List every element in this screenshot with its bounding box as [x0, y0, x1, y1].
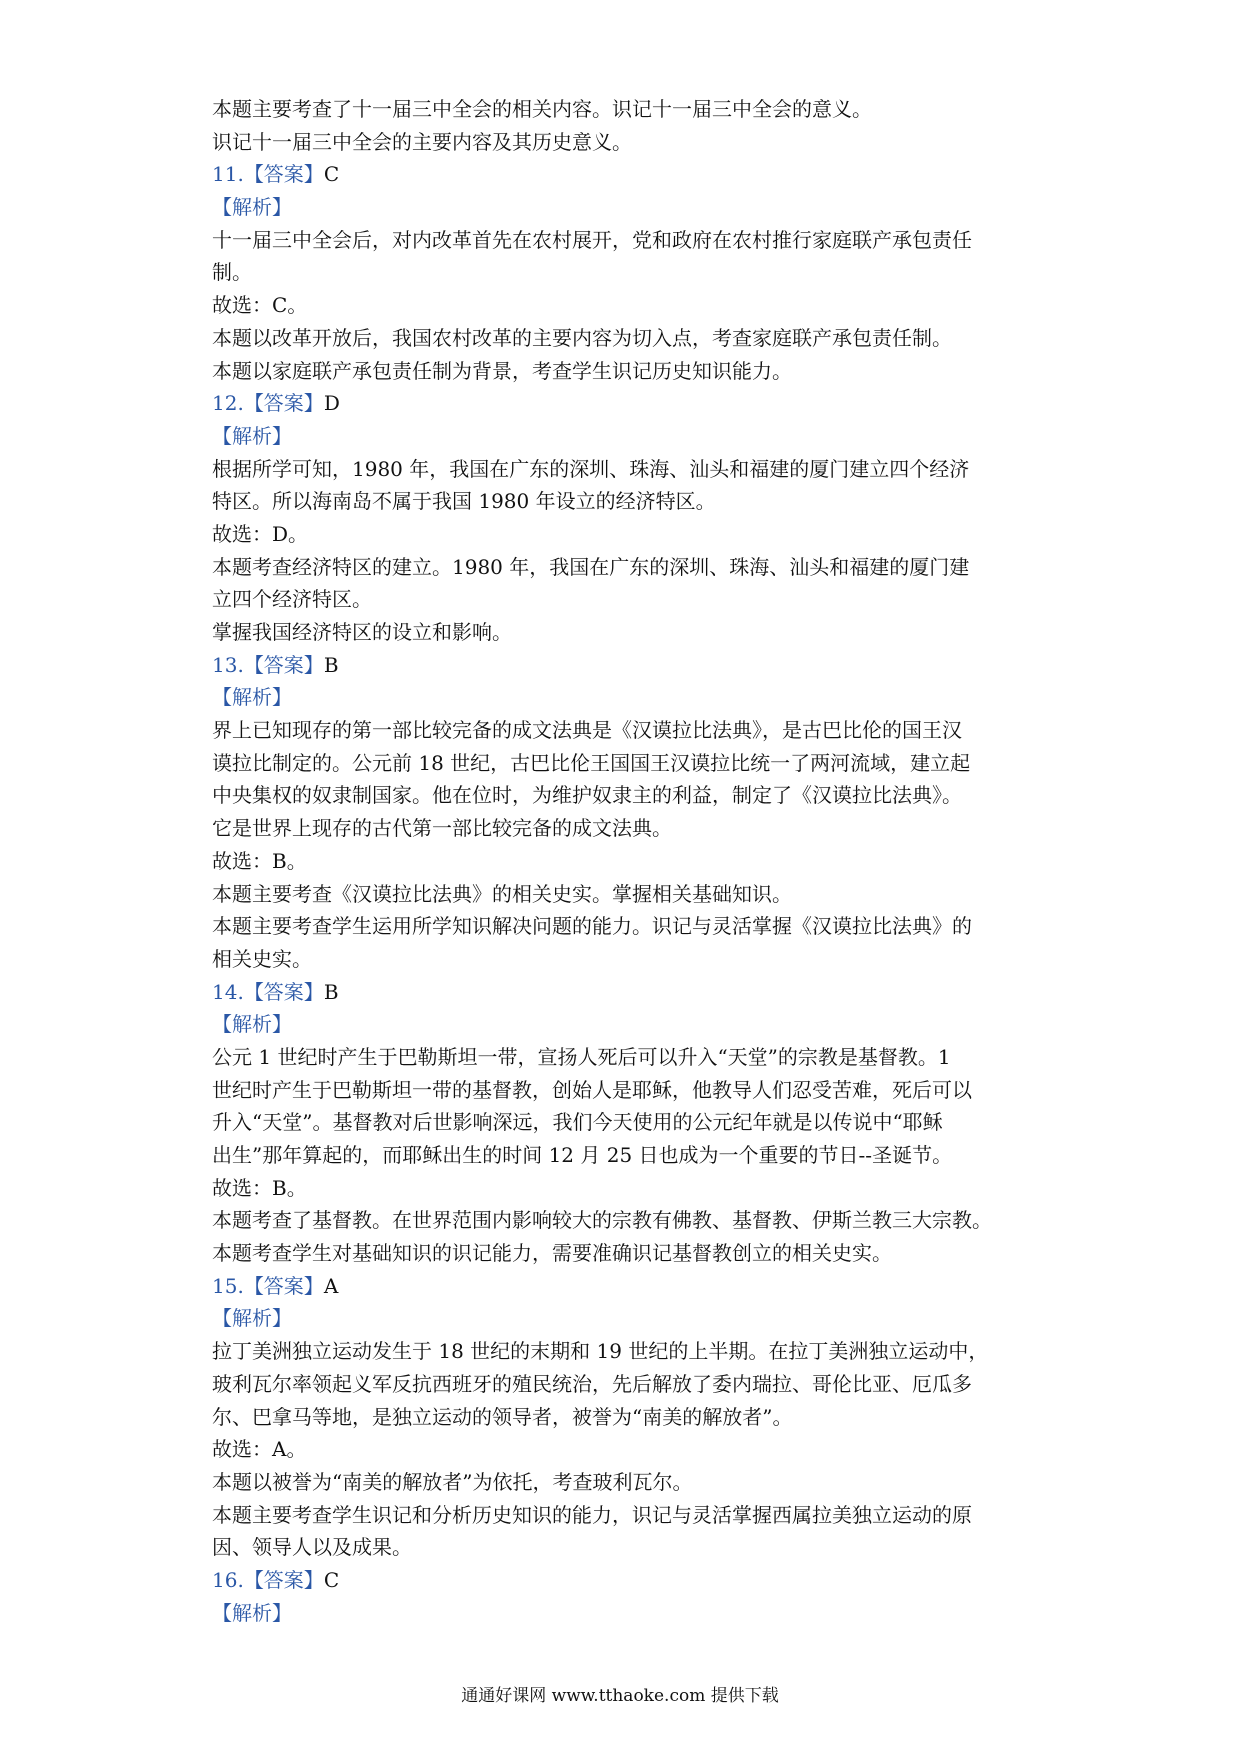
paragraph-line: 它是世界上现存的古代第一部比较完备的成文法典。	[212, 816, 672, 841]
answer-label: 【答案】	[243, 162, 324, 187]
answer-line	[212, 649, 1042, 682]
question-number: 11.	[212, 162, 244, 187]
paragraph-line: 识记十一届三中全会的主要内容及其历史意义。	[212, 129, 632, 154]
answer-label: 【答案】	[243, 652, 324, 677]
answer-value: B	[323, 652, 339, 677]
paragraph-line: 界上已知现存的第一部比较完备的成文法典是《汉谟拉比法典》，是古巴比伦的国王汉	[212, 718, 962, 743]
document-body	[212, 93, 1042, 1629]
paragraph-line: 立四个经济特区。	[212, 587, 372, 612]
paragraph-line: 公元 1 世纪时产生于巴勒斯坦一带，宣扬人死后可以升入“天堂”的宗教是基督教。1	[212, 1044, 951, 1069]
analysis-heading: 【解析】	[212, 1600, 292, 1625]
answer-value: C	[323, 1567, 340, 1592]
answer-line	[212, 1270, 1042, 1303]
question-number: 12.	[212, 391, 244, 416]
answer-label: 【答案】	[243, 1567, 324, 1592]
question-number: 16.	[212, 1567, 244, 1592]
paragraph-line: 十一届三中全会后，对内改革首先在农村展开，党和政府在农村推行家庭联产承包责任	[212, 227, 972, 252]
paragraph-line: 故选：A。	[212, 1437, 307, 1462]
paragraph-line: 因、领导人以及成果。	[212, 1535, 412, 1560]
question-number: 15.	[212, 1273, 244, 1298]
question-number: 14.	[212, 979, 244, 1004]
answer-label: 【答案】	[243, 391, 324, 416]
paragraph-line: 故选：D。	[212, 521, 309, 546]
paragraph-line: 本题以被誉为“南美的解放者”为依托，考查玻利瓦尔。	[212, 1469, 693, 1494]
paragraph-line: 故选：C。	[212, 293, 308, 318]
paragraph-line: 出生”那年算起的，而耶稣出生的时间 12 月 25 日也成为一个重要的节日--圣诞节。	[212, 1143, 953, 1167]
paragraph-line: 相关史实。	[212, 946, 312, 971]
paragraph-line: 本题主要考查了十一届三中全会的相关内容。识记十一届三中全会的意义。	[212, 97, 872, 121]
paragraph-line: 尔、巴拿马等地，是独立运动的领导者，被誉为“南美的解放者”。	[212, 1404, 793, 1429]
paragraph-line: 本题主要考查学生识记和分析历史知识的能力，识记与灵活掌握西属拉美独立运动的原	[212, 1502, 972, 1527]
answer-line	[212, 158, 1042, 191]
answer-line	[212, 1564, 1042, 1597]
paragraph-line: 世纪时产生于巴勒斯坦一带的基督教，创始人是耶稣，他教导人们忍受苦难，死后可以	[212, 1077, 972, 1102]
analysis-heading: 【解析】	[212, 1012, 292, 1037]
paragraph-line: 本题考查经济特区的建立。1980 年，我国在广东的深圳、珠海、汕头和福建的厦门建	[212, 554, 970, 579]
analysis-heading: 【解析】	[212, 423, 292, 448]
paragraph-line: 升入“天堂”。基督教对后世影响深远，我们今天使用的公元纪年就是以传说中“耶稣	[212, 1110, 943, 1135]
paragraph-line: 谟拉比制定的。公元前 18 世纪，古巴比伦王国国王汉谟拉比统一了两河流域，建立起	[212, 750, 971, 775]
paragraph-line: 本题考查了基督教。在世界范围内影响较大的宗教有佛教、基督教、伊斯兰教三大宗教。	[212, 1208, 992, 1233]
paragraph-line: 本题以家庭联产承包责任制为背景，考查学生识记历史知识能力。	[212, 358, 792, 383]
analysis-heading: 【解析】	[212, 685, 292, 710]
answer-value: C	[323, 162, 340, 187]
paragraph-line: 掌握我国经济特区的设立和影响。	[212, 620, 512, 644]
analysis-heading: 【解析】	[212, 1306, 292, 1331]
paragraph-line: 本题以改革开放后，我国农村改革的主要内容为切入点，考查家庭联产承包责任制。	[212, 325, 952, 350]
question-number: 13.	[212, 652, 244, 677]
answer-value: A	[323, 1273, 339, 1298]
paragraph-line: 本题考查学生对基础知识的识记能力，需要准确识记基督教创立的相关史实。	[212, 1241, 892, 1266]
paragraph-line: 根据所学可知，1980 年，我国在广东的深圳、珠海、汕头和福建的厦门建立四个经济	[212, 456, 970, 481]
answer-label: 【答案】	[243, 979, 324, 1004]
paragraph-line: 本题主要考查《汉谟拉比法典》的相关史实。掌握相关基础知识。	[212, 881, 792, 906]
answer-label: 【答案】	[243, 1273, 324, 1298]
answer-value: D	[323, 391, 340, 416]
paragraph-line: 故选：B。	[212, 1175, 307, 1200]
paragraph-line: 本题主要考查学生运用所学知识解决问题的能力。识记与灵活掌握《汉谟拉比法典》的	[212, 914, 972, 939]
page-footer: 通通好课网 www.tthaoke.com 提供下载	[461, 1686, 779, 1706]
paragraph-line: 拉丁美洲独立运动发生于 18 世纪的末期和 19 世纪的上半期。在拉丁美洲独立运动中，	[212, 1339, 989, 1364]
paragraph-line: 玻利瓦尔率领起义军反抗西班牙的殖民统治，先后解放了委内瑞拉、哥伦比亚、厄瓜多	[212, 1371, 972, 1396]
answer-value: B	[323, 979, 339, 1004]
paragraph-line: 制。	[212, 260, 252, 285]
answer-line	[212, 387, 1042, 420]
paragraph-line: 特区。所以海南岛不属于我国 1980 年设立的经济特区。	[212, 489, 716, 514]
paragraph-line: 中央集权的奴隶制国家。他在位时，为维护奴隶主的利益，制定了《汉谟拉比法典》。	[212, 783, 962, 808]
answer-line	[212, 976, 1042, 1009]
analysis-heading: 【解析】	[212, 195, 292, 220]
paragraph-line: 故选：B。	[212, 848, 307, 873]
